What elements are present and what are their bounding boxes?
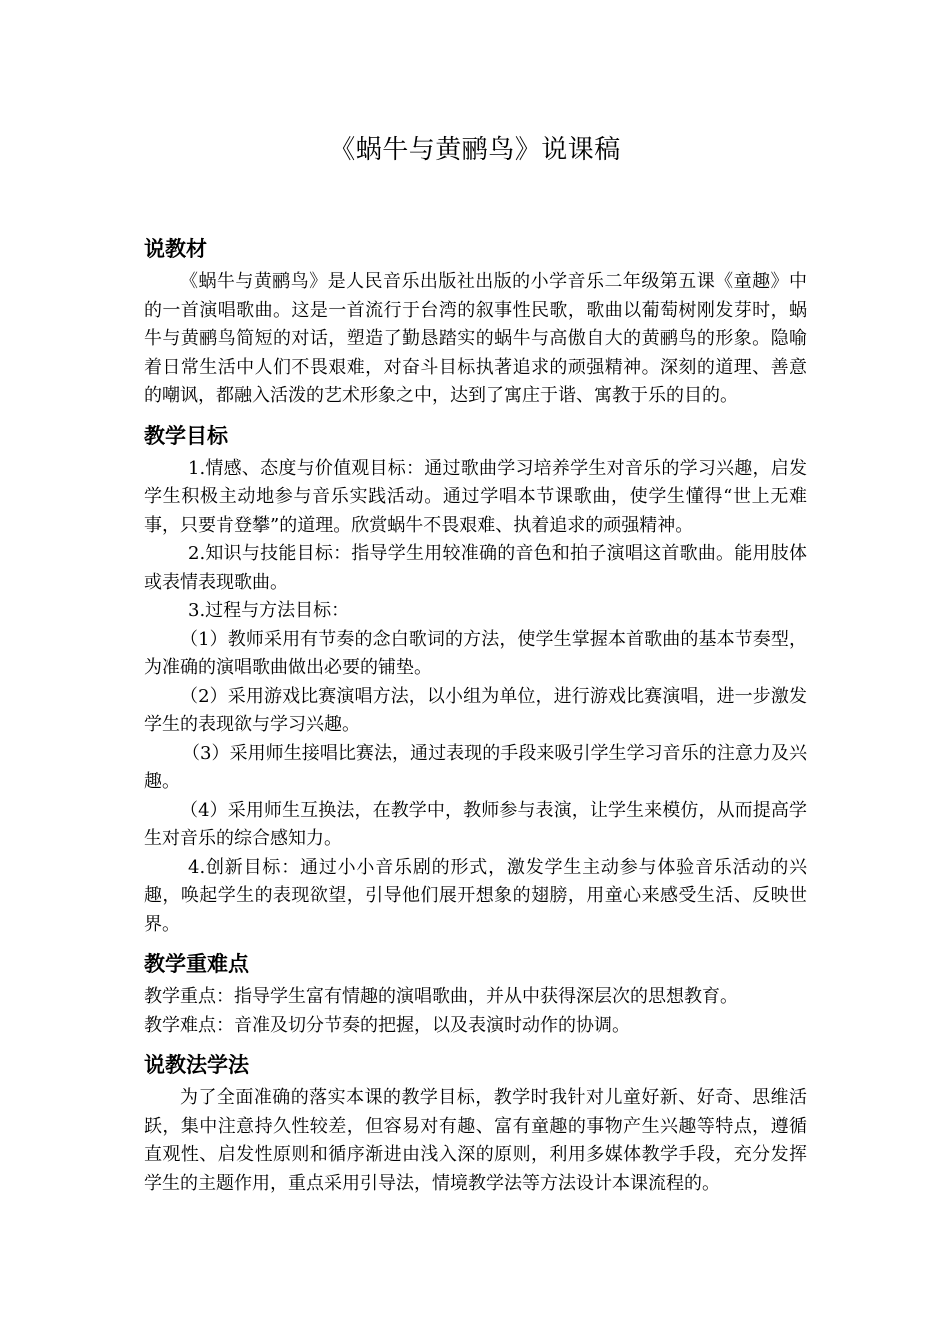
paragraph: 1.情感、态度与价值观目标：通过歌曲学习培养学生对音乐的学习兴趣，启发学生积极主动地参与音乐实践活动。通过学唱本节课歌曲，使学生懂得“世上无难事，只要肯登攀”的道理。欣赏蜗牛不畏艰难、执着追求的顽强精神。 bbox=[144, 457, 807, 536]
section-teaching-objectives bbox=[144, 419, 807, 940]
section-heading: 说教法学法 bbox=[144, 1053, 249, 1077]
paragraph: （2）采用游戏比赛演唱方法，以小组为单位，进行游戏比赛演唱，进一步激发学生的表现欲与学习兴趣。 bbox=[144, 685, 807, 735]
paragraph: （3）采用师生接唱比赛法，通过表现的手段来吸引学生学习音乐的注意力及兴趣。 bbox=[144, 742, 807, 792]
paragraph: 教学重点：指导学生富有情趣的演唱歌曲，并从中获得深层次的思想教育。 bbox=[144, 986, 738, 1007]
section-teaching-material bbox=[144, 232, 807, 411]
section-heading: 教学目标 bbox=[144, 423, 228, 448]
document-title: 《蜗牛与黄鹂鸟》说课稿 bbox=[329, 135, 621, 165]
paragraph: （4）采用师生互换法，在教学中，教师参与表演，让学生来模仿，从而提高学生对音乐的综合感知力。 bbox=[144, 799, 807, 849]
section-key-points bbox=[144, 947, 807, 1040]
section-heading: 教学重难点 bbox=[144, 952, 249, 976]
paragraph: 为了全面准确的落实本课的教学目标，教学时我针对儿童好新、好奇、思维活跃，集中注意持久性较差，但容易对有趣、富有童趣的事物产生兴趣等特点，遵循直观性、启发性原则和循序渐进由浅入深的原则，利用多媒体教学手段，充分发挥学生的主题作用，重点采用引导法，情境教学法等方法设计本课流程的。 bbox=[144, 1087, 807, 1194]
paragraph: 3.过程与方法目标： bbox=[188, 600, 350, 621]
section-heading: 说教材 bbox=[144, 237, 207, 261]
document-body bbox=[144, 232, 807, 1206]
section-teaching-methods bbox=[144, 1048, 807, 1198]
paragraph: （1）教师采用有节奏的念白歌词的方法，使学生掌握本首歌曲的基本节奏型，为准确的演唱歌曲做出必要的铺垫。 bbox=[144, 628, 807, 678]
paragraph: 《蜗牛与黄鹂鸟》是人民音乐出版社出版的小学音乐二年级第五课《童趣》中的一首演唱歌曲。这是一首流行于台湾的叙事性民歌，歌曲以葡萄树刚发芽时，蜗牛与黄鹂鸟简短的对话，塑造了勤恳踏实的蜗牛与高傲自大的黄鹂鸟的形象。隐喻着日常生活中人们不畏艰难，对奋斗目标执著追求的顽强精神。深刻的道理、善意的嘲讽，都融入活泼的艺术形象之中，达到了寓庄于谐、寓教于乐的目的。 bbox=[144, 271, 807, 406]
paragraph: 教学难点：音准及切分节奏的把握，以及表演时动作的协调。 bbox=[144, 1014, 630, 1036]
paragraph: 4.创新目标：通过小小音乐剧的形式，激发学生主动参与体验音乐活动的兴趣，唤起学生的表现欲望，引导他们展开想象的翅膀，用童心来感受生活、反映世界。 bbox=[144, 856, 807, 935]
paragraph: 2.知识与技能目标：指导学生用较准确的音色和拍子演唱这首歌曲。能用肢体或表情表现歌曲。 bbox=[144, 543, 807, 593]
